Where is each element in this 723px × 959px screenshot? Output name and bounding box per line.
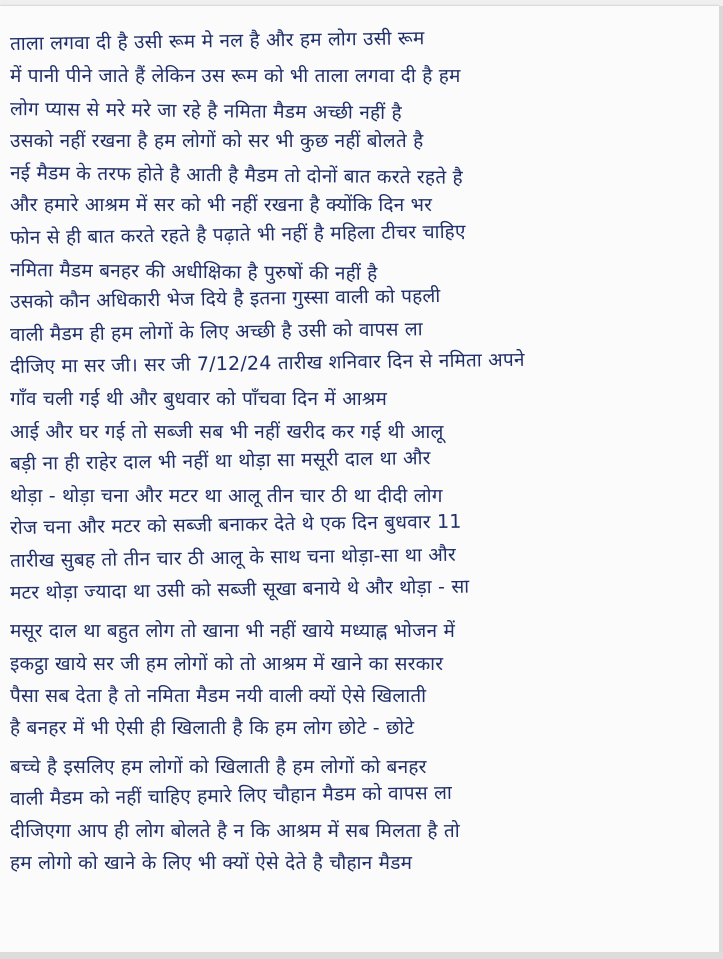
letter-line: और हमारे आश्रम में सर को भी नहीं रखना है क्योंकि दिन भर <box>10 194 433 217</box>
letter-line: लोग प्यास से मरे मरे जा रहे है नमिता मैडम अच्छी नहीं है <box>9 97 402 124</box>
letter-line: उसको नहीं रखना है हम लोगों को सर भी कुछ नहीं बोलते है <box>10 129 424 152</box>
letter-line: मटर थोड़ा ज्यादा था उसी को सब्जी सूखा बनाये थे और थोड़ा - सा <box>9 575 470 605</box>
letter-line: है बनहर में भी ऐसी ही खिलाती है कि हम लोग छोटे - छोटे <box>10 717 415 740</box>
letter-line: गाँव चली गई थी और बुधवार को पाँचवा दिन में आश्रम <box>10 388 388 411</box>
letter-line: इकट्ठा खाये सर जी हम लोगों को तो आश्रम में खाने का सरकार <box>10 652 444 675</box>
letter-line: आई और घर गई तो सब्जी सब भी नहीं खरीद कर गई थी आलू <box>10 420 444 443</box>
letter-line: बड़ी ना ही राहेर दाल भी नहीं था थोड़ा सा मसूरी दाल था और <box>9 446 431 475</box>
letter-body <box>10 28 710 880</box>
letter-line: मसूर दाल था बहुत लोग तो खाना भी नहीं खाये मध्याह्न भोजन में <box>10 620 456 643</box>
letter-line: वाली मैडम को नहीं चाहिए हमारे लिए चौहान मैडम को वापस ला <box>9 781 453 810</box>
letter-line: उसको कौन अधिकारी भेज दिये है इतना गुस्सा वाली को पहली <box>9 285 441 314</box>
bottom-margin-strip <box>0 952 723 959</box>
letter-line: थोड़ा - थोड़ा चना और मटर था आलू तीन चार ठी था दीदी लोग <box>10 485 443 508</box>
letter-line: रोज चना और मटर को सब्जी बनाकर देते थे एक दिन बुधवार 11 <box>9 511 462 540</box>
letter-line: ताला लगवा दी है उसी रूम मे नल है और हम लोग उसी रूम <box>9 27 425 55</box>
letter-line: दीजिएगा आप ही लोग बोलते है न कि आश्रम में सब मिलता है तो <box>10 820 460 843</box>
letter-line: हम लोगो को खाने के लिए भी क्यों ऐसे देते है चौहान मैडम <box>10 852 413 875</box>
handwritten-letter-page <box>0 6 719 952</box>
letter-line: दीजिए मा सर जी। सर जी 7/12/24 तारीख शनिवार दिन से नमिता अपने <box>9 348 525 378</box>
letter-line: नमिता मैडम बनहर की अधीक्षिका है पुरुषों की नहीं है <box>9 259 378 285</box>
page-right-edge <box>719 6 723 952</box>
letter-line: पैसा सब देता है तो नमिता मैडम नयी वाली क्यों ऐसे खिलाती <box>10 684 427 707</box>
letter-line: में पानी पीने जाते हैं लेकिन उस रूम को भी ताला लगवा दी है हम <box>10 65 461 88</box>
letter-line: फोन से ही बात करते रहते है पढ़ाते भी नहीं है महिला टीचर चाहिए <box>9 220 466 249</box>
letter-line: बच्चे है इसलिए हम लोगों को खिलाती है हम लोगों को बनहर <box>10 755 427 778</box>
letter-line: तारीख सुबह तो तीन चार ठी आलू के साथ चना थोड़ा-सा था और <box>9 543 457 572</box>
letter-line: नई मैडम के तरफ होते है आती है मैडम तो दोनों बात करते रहते है <box>9 162 463 189</box>
letter-line: वाली मैडम ही हम लोगों के लिए अच्छी है उसी को वापस ला <box>9 317 424 346</box>
